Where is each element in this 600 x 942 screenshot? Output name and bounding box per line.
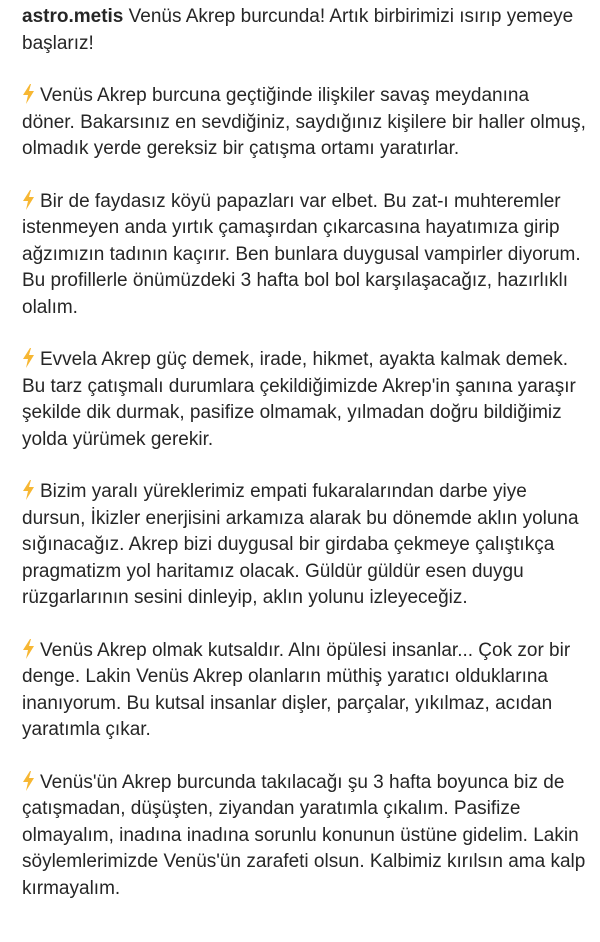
paragraph-text: Venüs'ün Akrep burcunda takılacağı şu 3 hafta boyunca biz de çatışmadan, düşüşten, ziyandan yaratımla çıkalım. Pasifize olmayalım, inadına inadına sorunlu konunun üstüne gidelim. Lakin söylemlerimizde Venüs'ün zarafeti olsun. Kalbimiz kırılsın ama kalp kırmayalım. (22, 771, 586, 899)
caption-paragraph (22, 638, 586, 744)
lightning-bolt-icon (22, 771, 35, 791)
paragraph-text: Venüs Akrep olmak kutsaldır. Alnı öpülesi insanlar... Çok zor bir denge. Lakin Venüs Akrep olanların müthiş yaratıcı olduklarına inanıyorum. Bu kutsal insanlar dişler, parçalar, yıkılmaz, acıdan yaratımla çıkar. (22, 639, 571, 740)
caption-paragraph (22, 479, 586, 612)
lightning-bolt-icon (22, 480, 35, 500)
caption-paragraph (22, 189, 586, 322)
paragraph-text: Bir de faydasız köyü papazları var elbet. Bu zat-ı muhteremler istenmeyen anda yırtık çamaşırdan çıkarcasına hayatımıza girip ağzımızın tadının kaçırır. Ben bunlara duygusal vampirler diyorum. Bu profillerle önümüzdeki 3 hafta bol bol karşılaşacağız, hazırlıklı olalım. (22, 190, 581, 318)
caption-paragraph (22, 770, 586, 903)
lightning-bolt-icon (22, 639, 35, 659)
paragraph-text: Evvela Akrep güç demek, irade, hikmet, ayakta kalmak demek. Bu tarz çatışmalı durumlara çekildiğimizde Akrep'in şanına yaraşır şekilde dik durmak, pasifize olmamak, yılmadan doğru bildiğimiz yolda yürümek gerekir. (22, 349, 576, 450)
caption-paragraph (22, 83, 586, 163)
lightning-bolt-icon (22, 84, 35, 104)
paragraph-text: Bizim yaralı yüreklerimiz empati fukaralarından darbe yiye dursun, İkizler enerjisini arkamıza alarak bu dönemde aklın yoluna sığınacağız. Akrep bizi duygusal bir girdaba çekmeye çalıştıkça pragmatizm yol haritamız olacak. Güldür güldür esen duygu rüzgarlarının sesini dinleyip, aklın yolunu izleyeceğiz. (22, 481, 579, 608)
username-link[interactable]: astro.metis (22, 6, 124, 27)
paragraph-text: Venüs Akrep burcuna geçtiğinde ilişkiler savaş meydanına döner. Bakarsınız en sevdiğiniz, saydığınız kişilere bir haller olmuş, olmadık yerde gereksiz bir çatışma ortamı yaratırlar. (22, 85, 586, 159)
lightning-bolt-icon (22, 348, 35, 368)
intro-text: Venüs Akrep burcunda! Artık birbirimizi ısırıp yemeye başlarız! (22, 6, 574, 54)
caption-paragraph (22, 347, 586, 453)
caption-intro (22, 4, 586, 57)
lightning-bolt-icon (22, 190, 35, 210)
